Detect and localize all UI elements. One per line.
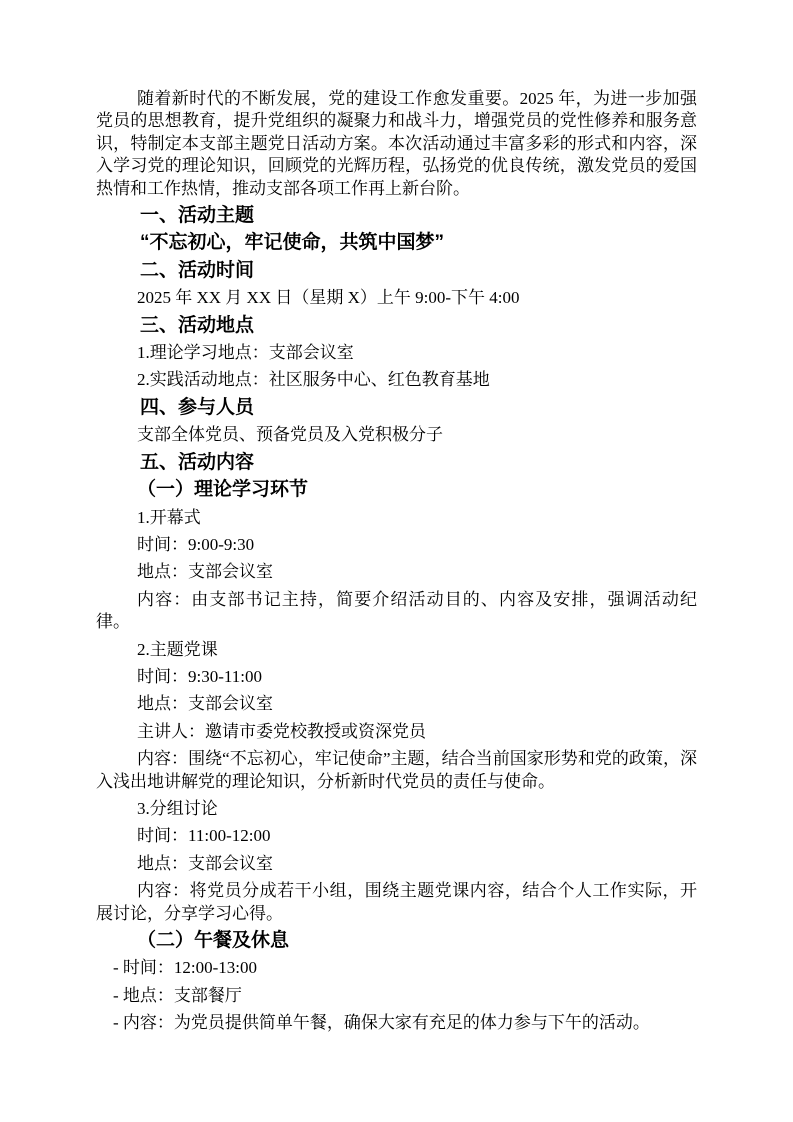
- paragraph-body: 主讲人：邀请市委党校教授或资深党员: [137, 721, 426, 741]
- document-content: [96, 88, 697, 1040]
- paragraph-body: 1.理论学习地点：支部会议室: [137, 343, 354, 363]
- paragraph-subheading: （一）理论学习环节: [137, 479, 309, 501]
- paragraph-body: 地点：支部会议室: [137, 694, 273, 714]
- paragraph-body: 地点：支部会议室: [137, 853, 273, 873]
- paragraph-dash: - 地点：支部餐厅: [113, 985, 242, 1005]
- paragraph-subheading: （二）午餐及休息: [137, 930, 290, 951]
- paragraph-heading: “不忘初心，牢记使命，共筑中国梦”: [140, 232, 445, 254]
- paragraph-dash: - 时间：12:00-13:00: [113, 958, 258, 978]
- paragraph-body: 3.分组讨论: [137, 798, 218, 818]
- paragraph-heading: 五、活动内容: [140, 451, 255, 473]
- paragraph-body: 内容：由支部书记主持，简要介绍活动目的、内容及安排，强调活动纪律。: [96, 589, 697, 632]
- paragraph-heading: 二、活动时间: [140, 259, 255, 281]
- paragraph-body: 时间：9:30-11:00: [137, 666, 262, 686]
- paragraph-body: 内容：围绕“不忘初心，牢记使命”主题，结合当前国家形势和党的政策，深入浅出地讲解党的理论知识，分析新时代党员的责任与使命。: [96, 749, 697, 791]
- paragraph-heading: 一、活动主题: [140, 205, 255, 227]
- paragraph-dash: - 内容：为党员提供简单午餐，确保大家有充足的体力参与下午的活动。: [113, 1013, 650, 1033]
- paragraph-body: 2.实践活动地点：社区服务中心、红色教育基地: [137, 370, 490, 390]
- paragraph-body: 支部全体党员、预备党员及入党积极分子: [137, 425, 443, 445]
- paragraph-heading: 四、参与人员: [140, 396, 255, 418]
- paragraph-body: 随着新时代的不断发展，党的建设工作愈发重要。2025 年，为进一步加强党员的思想教育，提升党组织的凝聚力和战斗力，增强党员的党性修养和服务意识，特制定本支部主题党日活动方案。本次活动通过丰富多彩的形式和内容，深入学习党的理论知识，回顾党的光辉历程，弘扬党的优良传统，激发党员的爱国热情和工作热情，推动支部各项工作再上新台阶。: [96, 89, 697, 198]
- paragraph-body: 地点：支部会议室: [137, 562, 273, 582]
- paragraph-body: 时间：9:00-9:30: [137, 534, 255, 554]
- paragraph-body: 2025 年 XX 月 XX 日（星期 X）上午 9:00-下午 4:00: [137, 288, 520, 308]
- paragraph-heading: 三、活动地点: [140, 314, 255, 336]
- paragraph-body: 内容：将党员分成若干小组，围绕主题党课内容，结合个人工作实际，开展讨论，分享学习心得。: [96, 881, 697, 923]
- paragraph-body: 2.主题党课: [137, 639, 218, 659]
- paragraph-body: 时间：11:00-12:00: [137, 826, 271, 846]
- paragraph-body: 1.开幕式: [137, 507, 201, 527]
